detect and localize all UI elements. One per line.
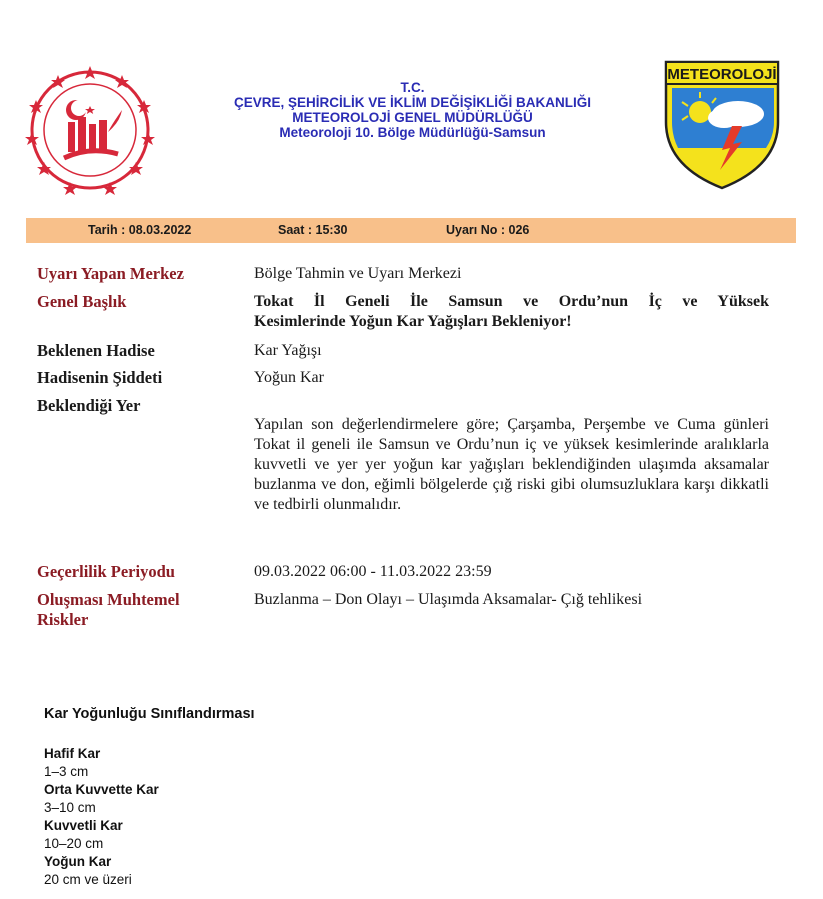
issue-date: Tarih : 08.03.2022 (88, 223, 192, 237)
risks-value: Buzlanma – Don Olayı – Ulaşımda Aksamalar- Çığ tehlikesi (254, 591, 643, 608)
risks-label-line2: Riskler (37, 610, 89, 629)
header-regional-office: Meteoroloji 10. Bölge Müdürlüğü-Samsun (279, 125, 546, 140)
class-name-light: Hafif Kar (44, 746, 101, 761)
validity-label: Geçerlilik Periyodu (37, 562, 175, 581)
center-value: Bölge Tahmin ve Uyarı Merkezi (254, 265, 462, 282)
header-tc: T.C. (400, 80, 425, 95)
class-range-strong: 10–20 cm (44, 836, 104, 851)
class-range-light: 1–3 cm (44, 764, 89, 779)
ministry-logo (24, 62, 156, 198)
class-range-heavy: 20 cm ve üzeri (44, 872, 132, 887)
meteorology-logo-text: METEOROLOJİ (667, 66, 777, 83)
place-label: Beklendiği Yer (37, 396, 141, 415)
headline-line1: Tokat İl Geneli İle Samsun ve Ordu’nun İç ve Yüksek (254, 293, 769, 310)
risks-label-line1: Oluşması Muhtemel (37, 590, 180, 609)
header-directorate: METEOROLOJİ GENEL MÜDÜRLÜĞÜ (292, 110, 533, 125)
place-text: Yapılan son değerlendirmelere göre; Çarşamba, Perşembe ve Cuma günleri Tokat il geneli ile Samsun ve Ordu’nun iç ve yüksek kesimlerinde aralıklarla kuvvetli ve yer yer yoğun kar yağışları beklendiğinden ulaşımda aksamalar buzlanma ve don, eğimli bölgelerde çığ riski gibi olumsuzluklara karşı dikkatli ve tedbirli olunmalıdır. (254, 416, 769, 513)
center-label: Uyarı Yapan Merkez (37, 264, 184, 283)
header-ministry: ÇEVRE, ŞEHİRCİLİK VE İKLİM DEĞİŞİKLİĞİ BAKANLIĞI (233, 95, 592, 110)
severity-label: Hadisenin Şiddeti (37, 368, 163, 387)
event-label: Beklenen Hadise (37, 341, 155, 360)
class-name-moderate: Orta Kuvvette Kar (44, 782, 159, 797)
classification-title: Kar Yoğunluğu Sınıflandırması (44, 706, 255, 722)
class-name-strong: Kuvvetli Kar (44, 818, 123, 833)
warning-number: Uyarı No : 026 (446, 223, 530, 237)
meteorology-logo (662, 58, 782, 190)
headline-label: Genel Başlık (37, 292, 127, 311)
severity-value: Yoğun Kar (254, 369, 324, 386)
headline-line2: Kesimlerinde Yoğun Kar Yağışları Bekleniyor! (254, 313, 572, 330)
issue-time: Saat : 15:30 (278, 223, 348, 237)
event-value: Kar Yağışı (254, 342, 322, 359)
info-bar (26, 218, 796, 243)
class-name-heavy: Yoğun Kar (44, 854, 112, 869)
class-range-moderate: 3–10 cm (44, 800, 96, 815)
header-titles (180, 80, 645, 140)
validity-value: 09.03.2022 06:00 - 11.03.2022 23:59 (254, 563, 492, 580)
classification-list (44, 745, 159, 889)
